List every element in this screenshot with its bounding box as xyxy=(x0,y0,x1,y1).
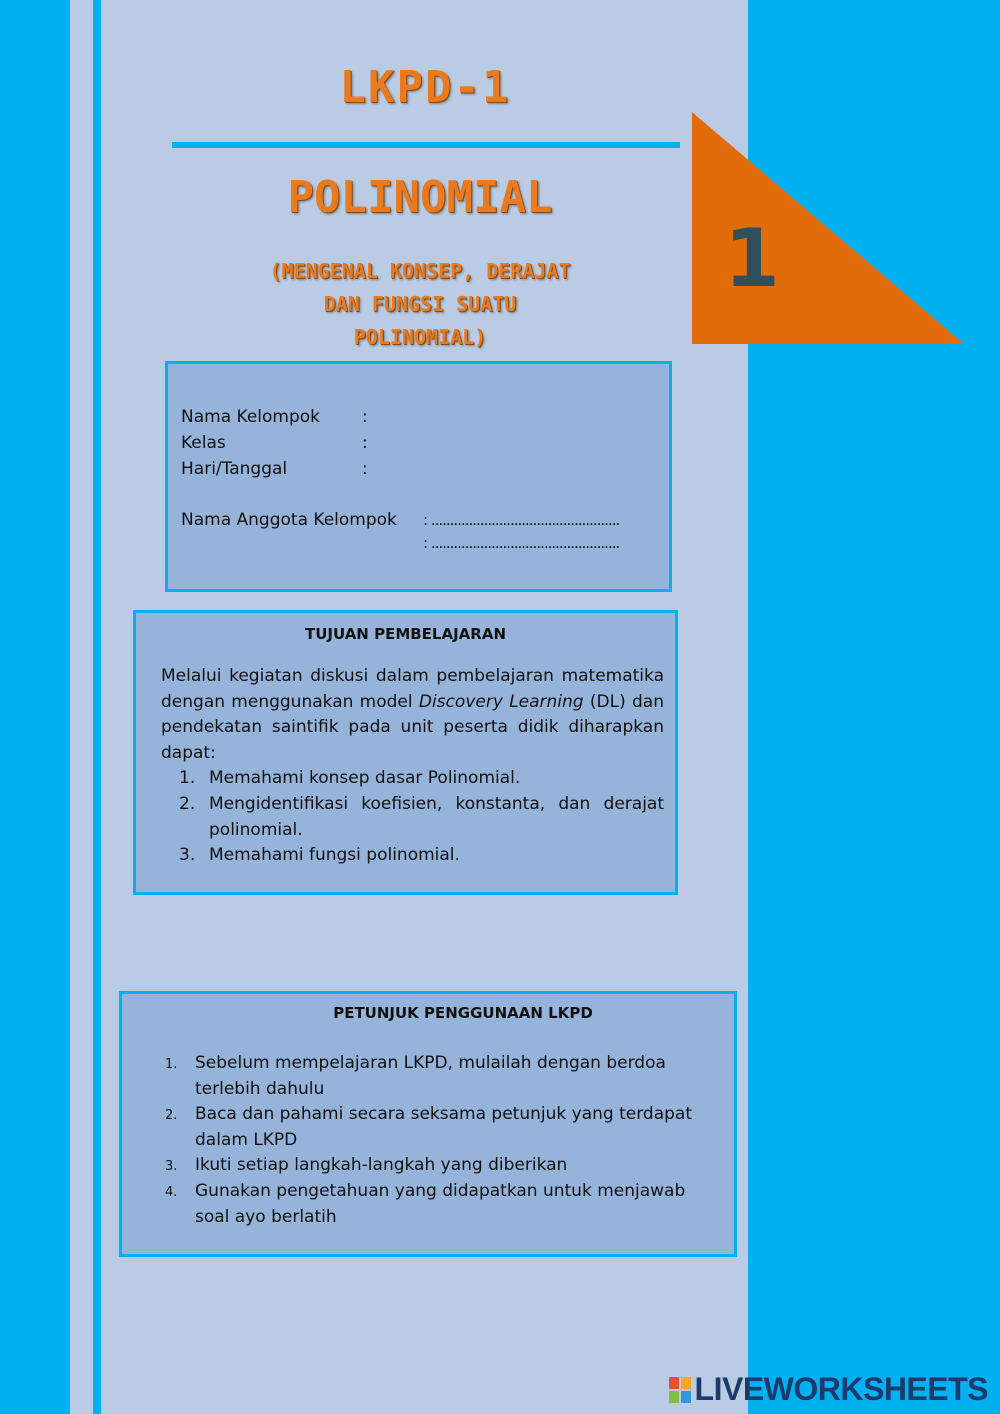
list-number: 2. xyxy=(165,1108,178,1123)
list-number: 4. xyxy=(165,1185,178,1200)
member-line: : .................................................. xyxy=(423,534,620,552)
list-item: Memahami fungsi polinomial. xyxy=(209,845,460,865)
field-colon: : xyxy=(362,459,368,479)
member-line: : .................................................. xyxy=(423,511,620,529)
list-number: 3. xyxy=(179,845,196,865)
liveworksheets-mark-icon xyxy=(669,1377,691,1403)
list-item: Sebelum mempelajaran LKPD, mulailah dengan berdoa terlebih dahulu xyxy=(195,1053,666,1099)
field-label-nama-kelompok: Nama Kelompok xyxy=(181,407,320,427)
list-number: 3. xyxy=(165,1159,178,1174)
learning-objectives-box xyxy=(133,610,678,895)
field-label-anggota: Nama Anggota Kelompok xyxy=(181,510,397,530)
liveworksheets-logo xyxy=(669,1371,988,1408)
list-item: Memahami konsep dasar Polinomial. xyxy=(209,768,521,788)
list-number: 1. xyxy=(165,1057,178,1072)
intro-text: (DL) dan pendekatan saintifik pada unit peserta didik diharapkan dapat: xyxy=(161,691,664,763)
list-item: Mengidentifikasi koefisien, konstanta, dan derajat polinomial. xyxy=(209,794,664,840)
field-label-kelas: Kelas xyxy=(181,433,226,453)
field-colon: : xyxy=(362,407,368,427)
title-divider xyxy=(172,142,680,148)
field-label-hari-tanggal: Hari/Tanggal xyxy=(181,459,288,479)
list-number: 2. xyxy=(179,794,196,814)
brand-name: LIVEWORKSHEETS xyxy=(694,1371,988,1407)
instructions-heading: PETUNJUK PENGGUNAAN LKPD xyxy=(333,1004,593,1022)
subtitle-line: DAN FUNGSI SUATU xyxy=(323,292,517,316)
model-name: Discovery Learning xyxy=(418,691,584,712)
lkpd-title: LKPD-1 xyxy=(339,62,511,113)
objectives-heading: TUJUAN PEMBELAJARAN xyxy=(304,625,506,643)
topic-title: POLINOMIAL xyxy=(287,172,553,223)
subtitle-line: POLINOMIAL) xyxy=(353,325,487,349)
field-colon: : xyxy=(362,433,368,453)
left-accent-strip xyxy=(93,0,101,1414)
subtitle-line: (MENGENAL KONSEP, DERAJAT xyxy=(269,259,571,283)
instructions-box xyxy=(119,991,737,1257)
objectives-intro xyxy=(161,664,664,766)
topic-subtitle xyxy=(230,255,610,354)
intro-text: Melalui kegiatan diskusi dalam pembelajaran matematika dengan menggunakan model xyxy=(161,666,664,712)
identity-box xyxy=(165,361,672,592)
list-item: Ikuti setiap langkah-langkah yang diberikan xyxy=(195,1155,568,1175)
left-edge-bar xyxy=(0,0,70,1414)
badge-number: 1 xyxy=(724,212,780,305)
list-number: 1. xyxy=(179,768,196,788)
list-item: Baca dan pahami secara seksama petunjuk yang terdapat dalam LKPD xyxy=(195,1104,692,1150)
list-item: Gunakan pengetahuan yang didapatkan untuk menjawab soal ayo berlatih xyxy=(195,1181,686,1227)
